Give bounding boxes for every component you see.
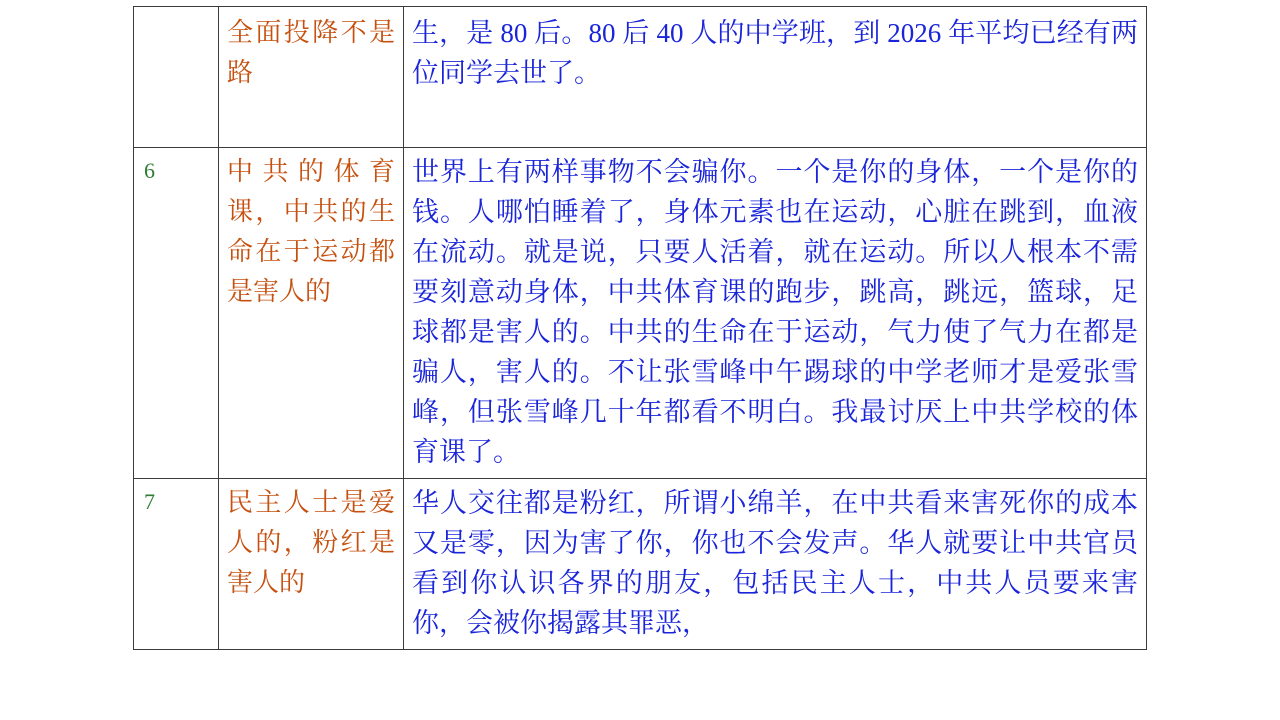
row-title: 民主人士是爱人的，粉红是害人的 [219,479,404,650]
table-row [134,148,1147,479]
row-title: 中共的体育课，中共的生命在于运动都是害人的 [219,148,404,479]
row-body: 生，是 80 后。80 后 40 人的中学班，到 2026 年平均已经有两位同学去世了。 [404,7,1147,148]
row-number: 6 [134,148,219,479]
row-number [134,7,219,148]
row-body: 华人交往都是粉红，所谓小绵羊，在中共看来害死你的成本又是零，因为害了你，你也不会发声。华人就要让中共官员看到你认识各界的朋友，包括民主人士，中共人员要来害你，会被你揭露其罪恶， [404,479,1147,650]
row-title: 全面投降不是路 [219,7,404,148]
row-number: 7 [134,479,219,650]
content-table [133,6,1147,650]
table-row [134,7,1147,148]
table-row [134,479,1147,650]
row-body: 世界上有两样事物不会骗你。一个是你的身体，一个是你的钱。人哪怕睡着了，身体元素也在运动，心脏在跳到，血液在流动。就是说，只要人活着，就在运动。所以人根本不需要刻意动身体，中共体育课的跑步，跳高，跳远，篮球，足球都是害人的。中共的生命在于运动，气力使了气力在都是骗人，害人的。不让张雪峰中午踢球的中学老师才是爱张雪峰，但张雪峰几十年都看不明白。我最讨厌上中共学校的体育课了。 [404,148,1147,479]
